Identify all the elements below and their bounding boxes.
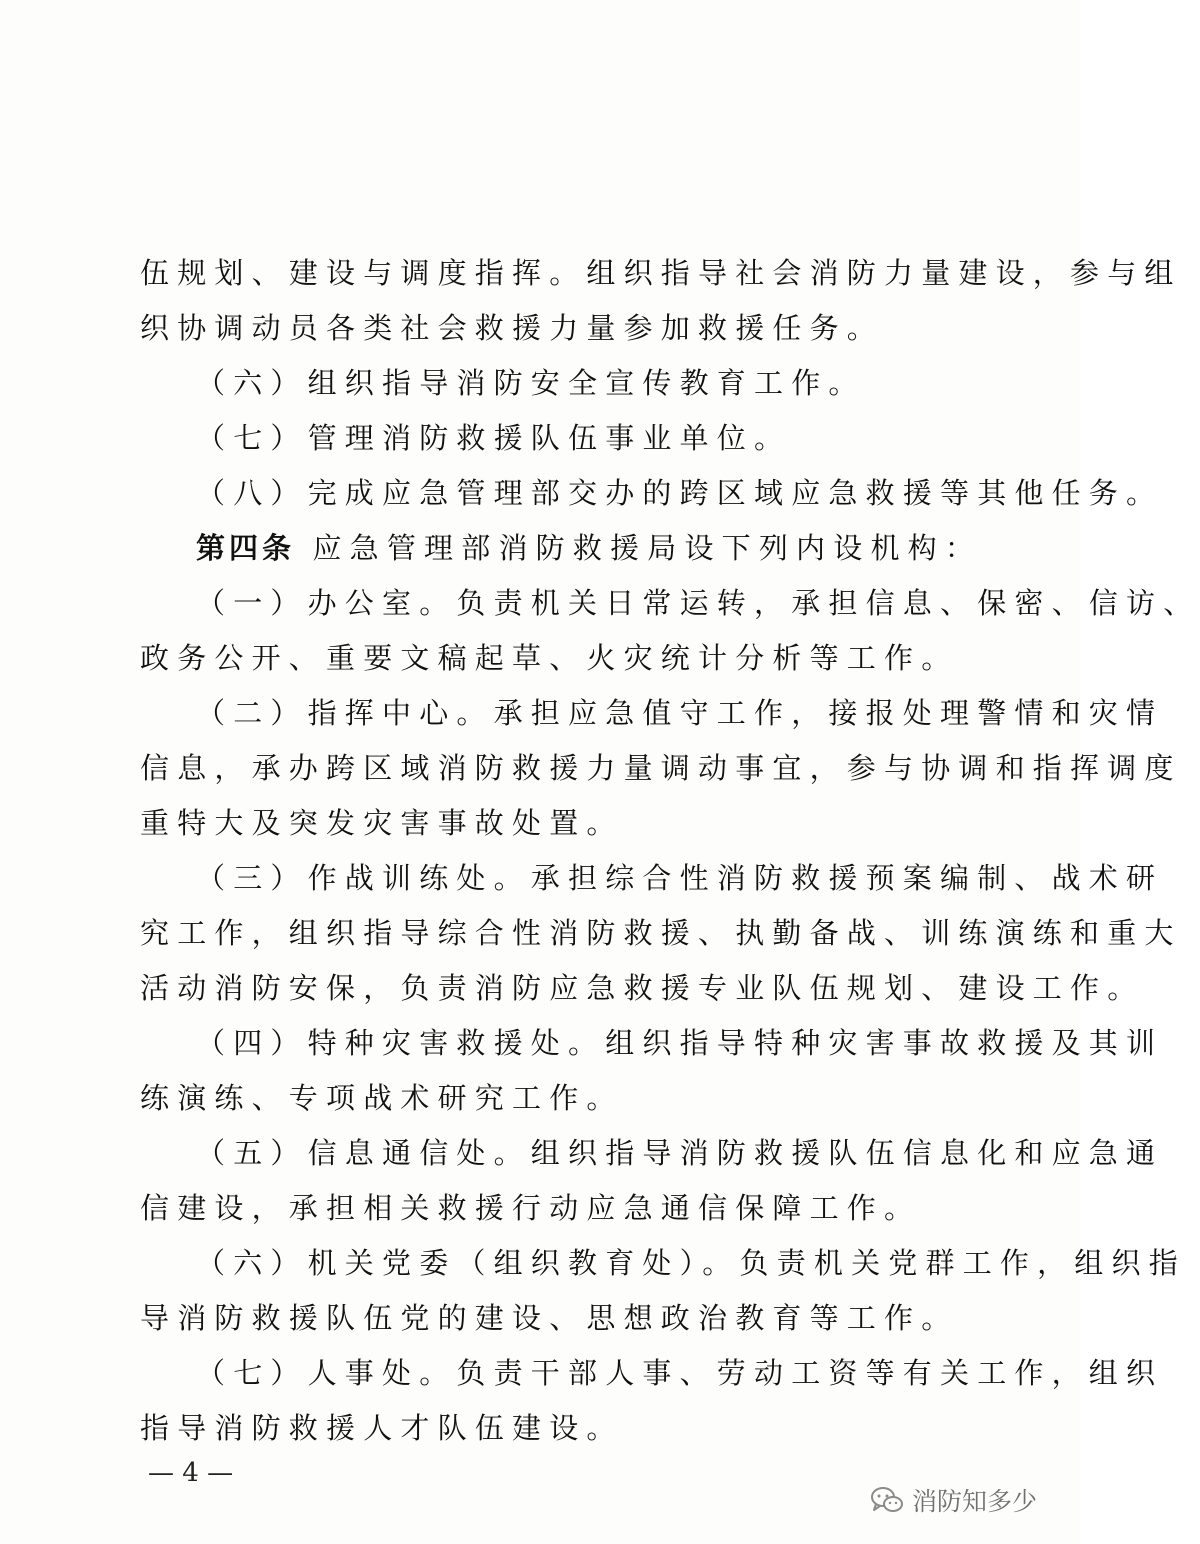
list-item: （六）机关党委（组织教育处）。负责机关党群工作，组织指 [196,1246,1186,1280]
article-label: 第四条 [196,531,296,565]
text-line: 信建设，承担相关救援行动应急通信保障工作。 [140,1191,922,1225]
text-line: 活动消防安保，负责消防应急救援专业队伍规划、建设工作。 [140,971,1145,1005]
list-item: （一）办公室。负责机关日常运转，承担信息、保密、信访、 [196,586,1200,620]
page-number: — 4 — [148,1458,234,1488]
text-line: 织协调动员各类社会救援力量参加救援任务。 [140,311,885,345]
text-line: 重特大及突发灾害事故处置。 [140,806,624,840]
text-line: 究工作，组织指导综合性消防救援、执勤备战、训练演练和重大 [140,916,1182,950]
watermark [870,1482,1037,1518]
text-line: 导消防救援队伍党的建设、思想政治教育等工作。 [140,1301,959,1335]
text-line: 练演练、专项战术研究工作。 [140,1081,624,1115]
text-line: 信息，承办跨区域消防救援力量调动事宜，参与协调和指挥调度 [140,751,1182,785]
list-item: （四）特种灾害救援处。组织指导特种灾害事故救援及其训 [196,1026,1164,1060]
watermark-text: 消防知多少 [912,1487,1038,1516]
list-item: （六）组织指导消防安全宣传教育工作。 [196,366,866,400]
list-item: （八）完成应急管理部交办的跨区域应急救援等其他任务。 [196,476,1164,510]
text-line: 指导消防救援人才队伍建设。 [140,1411,624,1445]
list-item: （五）信息通信处。组织指导消防救援队伍信息化和应急通 [196,1136,1164,1170]
article-heading [196,528,982,568]
text-line: 政务公开、重要文稿起草、火灾统计分析等工作。 [140,641,959,675]
article-text: 应急管理部消防救援局设下列内设机构： [312,531,983,565]
list-item: （七）管理消防救援队伍事业单位。 [196,421,792,455]
text-line: 伍规划、建设与调度指挥。组织指导社会消防力量建设，参与组 [140,256,1182,290]
list-item: （三）作战训练处。承担综合性消防救援预案编制、战术研 [196,861,1164,895]
wechat-icon [870,1485,904,1515]
list-item: （二）指挥中心。承担应急值守工作，接报处理警情和灾情 [196,696,1164,730]
list-item: （七）人事处。负责干部人事、劳动工资等有关工作，组织 [196,1356,1164,1390]
